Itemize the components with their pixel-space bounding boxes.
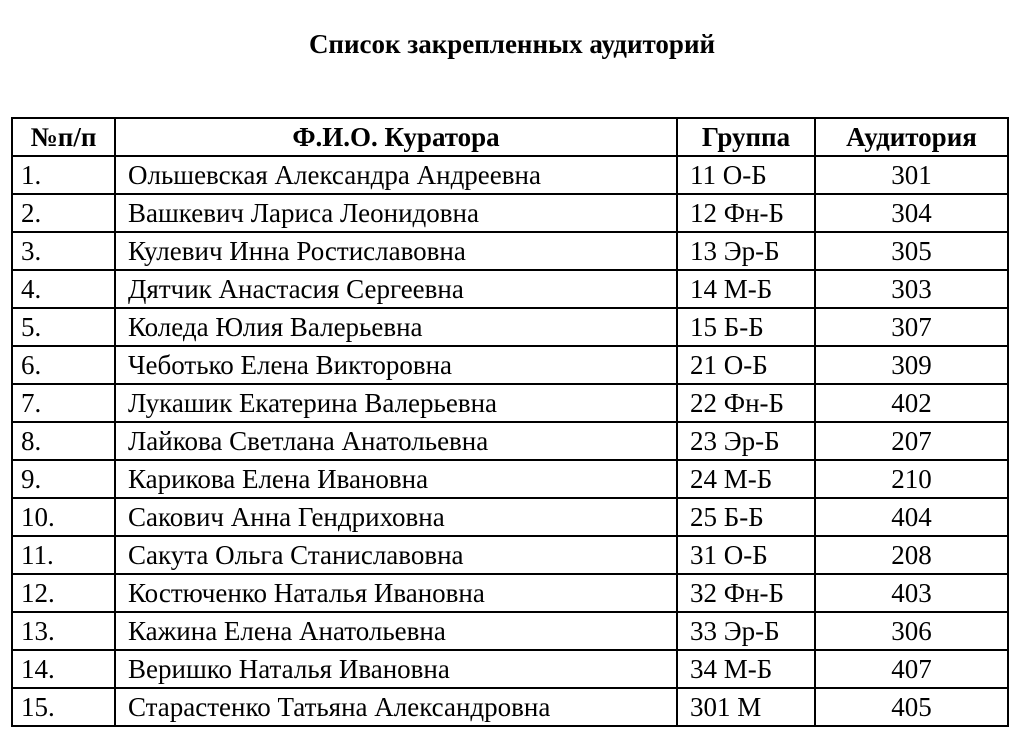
row-number-cell: 4. (12, 270, 115, 308)
table-row (12, 232, 1008, 270)
row-number-cell: 10. (12, 498, 115, 536)
table-row (12, 688, 1008, 726)
room-cell: 303 (815, 270, 1008, 308)
curator-name-cell: Сакута Ольга Станиславовна (115, 536, 677, 574)
table-row (12, 460, 1008, 498)
group-cell: 24 М-Б (677, 460, 815, 498)
curator-name-cell: Ольшевская Александра Андреевна (115, 156, 677, 194)
room-cell: 309 (815, 346, 1008, 384)
room-cell: 307 (815, 308, 1008, 346)
table-row (12, 536, 1008, 574)
curator-name-cell: Вашкевич Лариса Леонидовна (115, 194, 677, 232)
table-row (12, 422, 1008, 460)
group-cell: 34 М-Б (677, 650, 815, 688)
room-cell: 207 (815, 422, 1008, 460)
room-cell: 210 (815, 460, 1008, 498)
row-number-cell: 8. (12, 422, 115, 460)
room-cell: 407 (815, 650, 1008, 688)
group-cell: 22 Фн-Б (677, 384, 815, 422)
room-cell: 402 (815, 384, 1008, 422)
room-cell: 405 (815, 688, 1008, 726)
room-cell: 305 (815, 232, 1008, 270)
group-cell: 31 О-Б (677, 536, 815, 574)
row-number-cell: 15. (12, 688, 115, 726)
table-row (12, 346, 1008, 384)
table-header-row (12, 118, 1008, 156)
document-title: Список закрепленных аудиторий (308, 29, 716, 59)
room-cell: 404 (815, 498, 1008, 536)
curator-name-cell: Коледа Юлия Валерьевна (115, 308, 677, 346)
curators-table (11, 117, 1009, 727)
row-number-cell: 5. (12, 308, 115, 346)
group-cell: 11 О-Б (677, 156, 815, 194)
header-room: Аудитория (815, 118, 1008, 156)
table-row (12, 384, 1008, 422)
group-cell: 15 Б-Б (677, 308, 815, 346)
curator-name-cell: Карикова Елена Ивановна (115, 460, 677, 498)
table-row (12, 574, 1008, 612)
row-number-cell: 13. (12, 612, 115, 650)
room-cell: 208 (815, 536, 1008, 574)
group-cell: 21 О-Б (677, 346, 815, 384)
table-row (12, 270, 1008, 308)
group-cell: 13 Эр-Б (677, 232, 815, 270)
row-number-cell: 1. (12, 156, 115, 194)
curator-name-cell: Костюченко Наталья Ивановна (115, 574, 677, 612)
table-row (12, 156, 1008, 194)
table-row (12, 194, 1008, 232)
curator-name-cell: Старастенко Татьяна Александровна (115, 688, 677, 726)
room-cell: 403 (815, 574, 1008, 612)
group-cell: 301 М (677, 688, 815, 726)
header-group: Группа (677, 118, 815, 156)
row-number-cell: 2. (12, 194, 115, 232)
row-number-cell: 7. (12, 384, 115, 422)
row-number-cell: 12. (12, 574, 115, 612)
group-cell: 33 Эр-Б (677, 612, 815, 650)
curator-name-cell: Сакович Анна Гендриховна (115, 498, 677, 536)
group-cell: 14 М-Б (677, 270, 815, 308)
header-number: №п/п (12, 118, 115, 156)
table-row (12, 612, 1008, 650)
row-number-cell: 3. (12, 232, 115, 270)
table-row (12, 498, 1008, 536)
group-cell: 32 Фн-Б (677, 574, 815, 612)
row-number-cell: 6. (12, 346, 115, 384)
group-cell: 23 Эр-Б (677, 422, 815, 460)
curator-name-cell: Кажина Елена Анатольевна (115, 612, 677, 650)
row-number-cell: 11. (12, 536, 115, 574)
curator-name-cell: Кулевич Инна Ростиславовна (115, 232, 677, 270)
room-cell: 304 (815, 194, 1008, 232)
curator-name-cell: Лукашик Екатерина Валерьевна (115, 384, 677, 422)
room-cell: 306 (815, 612, 1008, 650)
group-cell: 12 Фн-Б (677, 194, 815, 232)
table-row (12, 308, 1008, 346)
row-number-cell: 14. (12, 650, 115, 688)
curator-name-cell: Лайкова Светлана Анатольевна (115, 422, 677, 460)
room-cell: 301 (815, 156, 1008, 194)
curator-name-cell: Чеботько Елена Викторовна (115, 346, 677, 384)
row-number-cell: 9. (12, 460, 115, 498)
table-body (12, 156, 1008, 726)
header-curator-name: Ф.И.О. Куратора (115, 118, 677, 156)
group-cell: 25 Б-Б (677, 498, 815, 536)
table-row (12, 650, 1008, 688)
curator-name-cell: Дятчик Анастасия Сергеевна (115, 270, 677, 308)
curator-name-cell: Веришко Наталья Ивановна (115, 650, 677, 688)
